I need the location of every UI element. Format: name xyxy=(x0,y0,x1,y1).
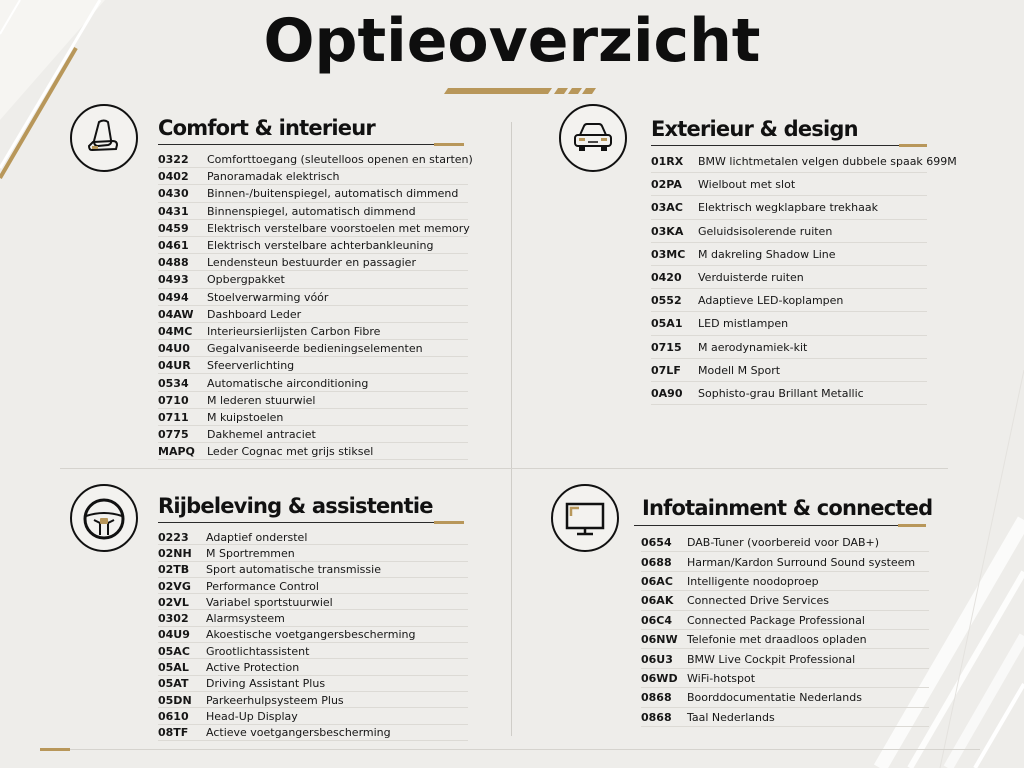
option-description: Active Protection xyxy=(206,661,300,675)
list-item xyxy=(651,266,927,289)
list-item xyxy=(158,594,468,610)
list-item xyxy=(158,203,468,220)
list-item xyxy=(158,151,473,168)
list-item xyxy=(158,545,468,561)
list-item xyxy=(651,312,927,335)
option-description: Intelligente noodoproep xyxy=(687,574,819,588)
list-item xyxy=(641,572,929,591)
option-description: LED mistlampen xyxy=(698,317,789,331)
option-code: 0494 xyxy=(158,290,189,304)
option-description: BMW Live Cockpit Professional xyxy=(687,652,856,666)
option-code: 0461 xyxy=(158,239,189,253)
list-item xyxy=(651,336,927,359)
option-description: Head-Up Display xyxy=(206,709,298,723)
option-code: 0322 xyxy=(158,153,189,167)
option-description: Lendensteun bestuurder en passagier xyxy=(207,256,416,270)
list-item xyxy=(641,649,929,668)
list-item xyxy=(158,289,468,306)
option-description: Sophisto-grau Brillant Metallic xyxy=(698,386,864,400)
column-divider xyxy=(511,122,512,736)
list-item xyxy=(641,669,929,688)
list-item xyxy=(158,357,468,374)
option-code: 0302 xyxy=(158,612,189,626)
option-code: 0534 xyxy=(158,376,189,390)
option-code: 0459 xyxy=(158,221,189,235)
list-item xyxy=(651,220,927,243)
monitor-icon xyxy=(551,484,619,552)
option-description: M aerodynamiek-kit xyxy=(698,340,808,354)
option-description: Binnen-/buitenspiegel, automatisch dimmend xyxy=(207,187,459,201)
option-list-infotainment xyxy=(641,533,929,727)
option-description: Automatische airconditioning xyxy=(207,376,369,390)
option-code: 06AK xyxy=(641,594,674,608)
option-list-driving xyxy=(158,529,468,741)
option-description: M Sportremmen xyxy=(206,546,295,560)
option-description: Parkeerhulpsysteem Plus xyxy=(206,693,344,707)
option-description: Alarmsysteem xyxy=(206,612,285,626)
option-code: 03KA xyxy=(651,224,684,238)
list-item xyxy=(641,688,929,707)
option-description: M kuipstoelen xyxy=(207,410,284,424)
option-description: Adaptief onderstel xyxy=(206,530,308,544)
list-item xyxy=(641,533,929,552)
option-code: 0654 xyxy=(641,536,672,550)
option-code: 06NW xyxy=(641,633,678,647)
option-description: Boorddocumentatie Nederlands xyxy=(687,691,862,705)
option-description: Driving Assistant Plus xyxy=(206,677,326,691)
list-item xyxy=(158,271,468,288)
option-description: WiFi-hotspot xyxy=(687,671,756,685)
list-item xyxy=(158,306,468,323)
option-code: 02NH xyxy=(158,546,192,560)
option-code: 0420 xyxy=(651,271,682,285)
list-item xyxy=(158,220,468,237)
option-code: 0430 xyxy=(158,187,189,201)
option-code: 04U9 xyxy=(158,628,190,642)
section-title-exterior: Exterieur & design xyxy=(651,117,858,141)
option-description: Modell M Sport xyxy=(698,363,781,377)
option-code: 05AL xyxy=(158,661,189,675)
list-item xyxy=(158,392,468,409)
option-description: Elektrisch verstelbare voorstoelen met memory xyxy=(207,221,470,235)
list-item xyxy=(651,173,927,196)
option-code: 0710 xyxy=(158,393,189,407)
option-code: 02VL xyxy=(158,595,189,609)
section-rule-accent xyxy=(434,521,464,524)
list-item xyxy=(158,426,468,443)
list-item xyxy=(158,185,468,202)
option-description: Connected Drive Services xyxy=(687,594,829,608)
option-description: Verduisterde ruiten xyxy=(698,271,804,285)
option-code: 02VG xyxy=(158,579,191,593)
option-code: 0711 xyxy=(158,410,189,424)
list-item xyxy=(158,254,468,271)
list-item xyxy=(158,168,468,185)
option-code: 06U3 xyxy=(641,652,673,666)
option-description: Dakhemel antraciet xyxy=(207,428,316,442)
section-rule xyxy=(158,144,434,145)
option-code: 0431 xyxy=(158,204,189,218)
option-code: 03AC xyxy=(651,201,683,215)
option-description: Connected Package Professional xyxy=(687,613,865,627)
option-description: M dakreling Shadow Line xyxy=(698,247,836,261)
row-divider xyxy=(60,468,948,469)
list-item xyxy=(651,150,957,173)
option-code: 04U0 xyxy=(158,342,190,356)
option-description: Sport automatische transmissie xyxy=(206,563,381,577)
option-code: 05DN xyxy=(158,693,192,707)
option-code: 05A1 xyxy=(651,317,683,331)
list-item xyxy=(158,374,468,391)
section-rule xyxy=(634,525,898,526)
option-code: 0715 xyxy=(651,340,682,354)
section-rule xyxy=(158,522,434,523)
car-front-icon xyxy=(559,104,627,172)
option-list-exterior xyxy=(651,150,957,405)
list-item xyxy=(651,243,927,266)
list-item xyxy=(641,591,929,610)
option-description: BMW lichtmetalen velgen dubbele spaak 699M xyxy=(698,155,957,169)
option-description: M lederen stuurwiel xyxy=(207,393,316,407)
option-code: 0402 xyxy=(158,170,189,184)
list-item xyxy=(651,196,927,219)
list-item xyxy=(158,409,468,426)
footer-accent xyxy=(40,748,70,751)
list-item xyxy=(158,610,468,626)
list-item xyxy=(158,237,468,254)
list-item xyxy=(651,289,927,312)
option-description: Binnenspiegel, automatisch dimmend xyxy=(207,204,416,218)
option-code: 04MC xyxy=(158,324,193,338)
section-title-comfort: Comfort & interieur xyxy=(158,116,375,140)
option-code: 08TF xyxy=(158,726,189,740)
steering-wheel-icon xyxy=(70,484,138,552)
option-code: 0775 xyxy=(158,428,189,442)
option-code: 0A90 xyxy=(651,386,683,400)
option-code: 02TB xyxy=(158,563,190,577)
option-description: Grootlichtassistent xyxy=(206,644,310,658)
option-description: Wielbout met slot xyxy=(698,178,796,192)
option-description: Taal Nederlands xyxy=(687,710,775,724)
option-code: 06AC xyxy=(641,574,673,588)
option-list-comfort xyxy=(158,151,473,460)
option-description: Variabel sportstuurwiel xyxy=(206,595,333,609)
list-item xyxy=(158,340,468,357)
section-title-driving: Rijbeleving & assistentie xyxy=(158,494,433,518)
option-description: Actieve voetgangersbescherming xyxy=(206,726,391,740)
option-description: Panoramadak elektrisch xyxy=(207,170,340,184)
list-item xyxy=(641,552,929,571)
option-description: Geluidsisolerende ruiten xyxy=(698,224,833,238)
option-code: 0688 xyxy=(641,555,672,569)
list-item xyxy=(158,562,468,578)
option-description: Opbergpakket xyxy=(207,273,285,287)
list-item xyxy=(158,708,468,724)
option-description: Elektrisch verstelbare achterbankleuning xyxy=(207,239,434,253)
list-item xyxy=(158,725,468,741)
list-item xyxy=(158,323,468,340)
option-code: 0552 xyxy=(651,294,682,308)
option-code: 0868 xyxy=(641,691,672,705)
option-description: Stoelverwarming vóór xyxy=(207,290,329,304)
option-description: Adaptieve LED-koplampen xyxy=(698,294,844,308)
option-code: 06C4 xyxy=(641,613,673,627)
option-description: Sfeerverlichting xyxy=(207,359,295,373)
option-code: 0868 xyxy=(641,710,672,724)
option-code: 06WD xyxy=(641,671,678,685)
seat-icon xyxy=(70,104,138,172)
list-item xyxy=(158,659,468,675)
list-item xyxy=(158,692,468,708)
option-description: Telefonie met draadloos opladen xyxy=(687,633,867,647)
option-code: 01RX xyxy=(651,155,684,169)
footer-rule xyxy=(70,749,980,750)
option-code: 0223 xyxy=(158,530,189,544)
option-code: 0493 xyxy=(158,273,189,287)
list-item xyxy=(651,382,927,405)
option-description: Leder Cognac met grijs stiksel xyxy=(207,445,374,459)
list-item xyxy=(158,627,468,643)
page-title: Optieoverzicht xyxy=(263,6,761,76)
option-code: 05AC xyxy=(158,644,190,658)
option-code: 04AW xyxy=(158,307,194,321)
option-description: Comforttoegang (sleutelloos openen en starten) xyxy=(207,153,473,167)
option-code: 02PA xyxy=(651,178,682,192)
option-code: 05AT xyxy=(158,677,189,691)
list-item xyxy=(641,611,929,630)
option-description: Interieursierlijsten Carbon Fibre xyxy=(207,324,381,338)
section-rule-accent xyxy=(899,144,927,147)
section-rule-accent xyxy=(434,143,464,146)
option-description: DAB-Tuner (voorbereid voor DAB+) xyxy=(687,536,880,550)
list-item xyxy=(158,643,468,659)
list-item xyxy=(641,708,929,727)
option-description: Dashboard Leder xyxy=(207,307,302,321)
list-item xyxy=(158,529,468,545)
option-description: Akoestische voetgangersbescherming xyxy=(206,628,416,642)
option-code: 07LF xyxy=(651,363,681,377)
option-description: Performance Control xyxy=(206,579,319,593)
option-code: MAPQ xyxy=(158,445,195,459)
list-item xyxy=(158,676,468,692)
option-code: 0610 xyxy=(158,709,189,723)
list-item xyxy=(158,443,468,460)
option-description: Elektrisch wegklapbare trekhaak xyxy=(698,201,879,215)
option-code: 0488 xyxy=(158,256,189,270)
list-item xyxy=(651,359,927,382)
section-rule-accent xyxy=(898,524,926,527)
option-description: Harman/Kardon Surround Sound systeem xyxy=(687,555,916,569)
option-description: Gegalvaniseerde bedieningselementen xyxy=(207,342,423,356)
option-code: 03MC xyxy=(651,247,686,261)
section-rule xyxy=(651,145,899,146)
section-title-infotainment: Infotainment & connected xyxy=(642,496,933,520)
title-accent xyxy=(444,88,604,96)
option-code: 04UR xyxy=(158,359,191,373)
list-item xyxy=(641,630,929,649)
list-item xyxy=(158,578,468,594)
